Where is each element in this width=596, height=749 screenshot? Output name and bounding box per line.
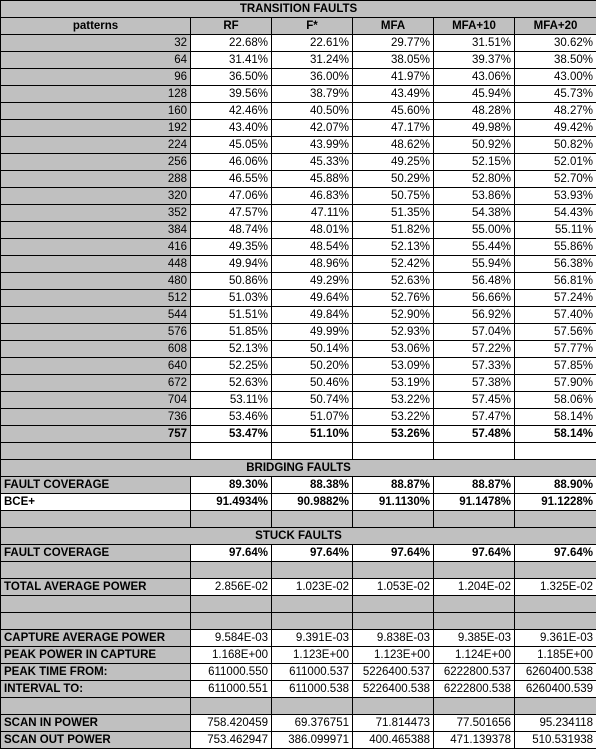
- value-cell: 22.68%: [191, 35, 272, 52]
- value-cell: 51.51%: [191, 307, 272, 324]
- pattern-count: 480: [1, 273, 191, 290]
- row-label: CAPTURE AVERAGE POWER: [1, 630, 191, 647]
- value-cell: 54.43%: [515, 205, 596, 222]
- empty-cell: [1, 511, 191, 528]
- value-cell: 45.94%: [434, 86, 515, 103]
- value-cell: 510.531938: [515, 732, 596, 749]
- column-header: F*: [272, 18, 353, 35]
- value-cell: 51.07%: [272, 409, 353, 426]
- table-row: [1, 35, 596, 52]
- table-row: [1, 579, 596, 596]
- pattern-count: 416: [1, 239, 191, 256]
- value-cell: 57.33%: [434, 358, 515, 375]
- value-cell: 49.94%: [191, 256, 272, 273]
- value-cell: 49.42%: [515, 120, 596, 137]
- value-cell: 43.00%: [515, 69, 596, 86]
- value-cell: 9.584E-03: [191, 630, 272, 647]
- value-cell: 52.80%: [434, 171, 515, 188]
- value-cell: 52.13%: [353, 239, 434, 256]
- value-cell: 51.85%: [191, 324, 272, 341]
- value-cell: 53.26%: [353, 426, 434, 443]
- value-cell: 57.47%: [434, 409, 515, 426]
- value-cell: 48.96%: [272, 256, 353, 273]
- value-cell: 46.83%: [272, 188, 353, 205]
- value-cell: 50.29%: [353, 171, 434, 188]
- section-header-row: [1, 1, 596, 18]
- value-cell: 45.73%: [515, 86, 596, 103]
- value-cell: 36.50%: [191, 69, 272, 86]
- empty-cell: [191, 511, 272, 528]
- row-label: FAULT COVERAGE: [1, 477, 191, 494]
- table-row: [1, 154, 596, 171]
- spacer-row: [1, 443, 596, 460]
- empty-cell: [1, 596, 191, 613]
- value-cell: 58.14%: [515, 409, 596, 426]
- empty-cell: [353, 443, 434, 460]
- table-row: [1, 426, 596, 443]
- table-row: [1, 681, 596, 698]
- pattern-count: 640: [1, 358, 191, 375]
- table-row: [1, 664, 596, 681]
- value-cell: 57.48%: [434, 426, 515, 443]
- pattern-count: 544: [1, 307, 191, 324]
- table-row: [1, 171, 596, 188]
- transition-faults-title: TRANSITION FAULTS: [1, 1, 596, 18]
- value-cell: 53.47%: [191, 426, 272, 443]
- table-row: [1, 477, 596, 494]
- value-cell: 471.139378: [434, 732, 515, 749]
- value-cell: 758.420459: [191, 715, 272, 732]
- table-row: [1, 494, 596, 511]
- table-row: [1, 120, 596, 137]
- table-row: [1, 307, 596, 324]
- table-row: [1, 52, 596, 69]
- value-cell: 88.90%: [515, 477, 596, 494]
- pattern-count: 448: [1, 256, 191, 273]
- value-cell: 43.06%: [434, 69, 515, 86]
- value-cell: 51.03%: [191, 290, 272, 307]
- value-cell: 38.05%: [353, 52, 434, 69]
- value-cell: 52.70%: [515, 171, 596, 188]
- pattern-count: 224: [1, 137, 191, 154]
- value-cell: 386.099971: [272, 732, 353, 749]
- table-row: [1, 358, 596, 375]
- empty-cell: [353, 698, 434, 715]
- table-row: [1, 715, 596, 732]
- value-cell: 36.00%: [272, 69, 353, 86]
- value-cell: 48.28%: [434, 103, 515, 120]
- row-label: SCAN IN POWER: [1, 715, 191, 732]
- table-row: [1, 647, 596, 664]
- value-cell: 49.25%: [353, 154, 434, 171]
- value-cell: 97.64%: [272, 545, 353, 562]
- bridging-faults-title: BRIDGING FAULTS: [1, 460, 596, 477]
- value-cell: 52.63%: [353, 273, 434, 290]
- value-cell: 39.37%: [434, 52, 515, 69]
- value-cell: 52.93%: [353, 324, 434, 341]
- value-cell: 53.06%: [353, 341, 434, 358]
- value-cell: 1.023E-02: [272, 579, 353, 596]
- value-cell: 42.46%: [191, 103, 272, 120]
- value-cell: 52.15%: [434, 154, 515, 171]
- row-label: PEAK TIME FROM:: [1, 664, 191, 681]
- pattern-count: 256: [1, 154, 191, 171]
- value-cell: 1.168E+00: [191, 647, 272, 664]
- value-cell: 71.814473: [353, 715, 434, 732]
- value-cell: 1.123E+00: [353, 647, 434, 664]
- empty-cell: [191, 613, 272, 630]
- value-cell: 2.856E-02: [191, 579, 272, 596]
- value-cell: 50.86%: [191, 273, 272, 290]
- pattern-count: 736: [1, 409, 191, 426]
- empty-cell: [353, 511, 434, 528]
- column-header: MFA: [353, 18, 434, 35]
- spacer-row: [1, 562, 596, 579]
- spacer-row: [1, 596, 596, 613]
- table-row: [1, 222, 596, 239]
- value-cell: 45.05%: [191, 137, 272, 154]
- value-cell: 57.04%: [434, 324, 515, 341]
- table-row: [1, 545, 596, 562]
- empty-cell: [353, 562, 434, 579]
- pattern-count: 576: [1, 324, 191, 341]
- table-row: [1, 732, 596, 749]
- value-cell: 53.22%: [353, 392, 434, 409]
- value-cell: 56.66%: [434, 290, 515, 307]
- column-header: MFA+20: [515, 18, 596, 35]
- empty-cell: [515, 562, 596, 579]
- value-cell: 30.62%: [515, 35, 596, 52]
- value-cell: 97.64%: [434, 545, 515, 562]
- value-cell: 57.22%: [434, 341, 515, 358]
- value-cell: 51.10%: [272, 426, 353, 443]
- value-cell: 50.82%: [515, 137, 596, 154]
- pattern-count: 352: [1, 205, 191, 222]
- row-label: BCE+: [1, 494, 191, 511]
- pattern-count: 160: [1, 103, 191, 120]
- value-cell: 9.838E-03: [353, 630, 434, 647]
- value-cell: 31.24%: [272, 52, 353, 69]
- table-row: [1, 86, 596, 103]
- value-cell: 56.92%: [434, 307, 515, 324]
- value-cell: 45.60%: [353, 103, 434, 120]
- row-label: INTERVAL TO:: [1, 681, 191, 698]
- value-cell: 48.74%: [191, 222, 272, 239]
- value-cell: 9.385E-03: [434, 630, 515, 647]
- value-cell: 52.25%: [191, 358, 272, 375]
- value-cell: 95.234118: [515, 715, 596, 732]
- table-row: [1, 273, 596, 290]
- empty-cell: [1, 698, 191, 715]
- value-cell: 53.46%: [191, 409, 272, 426]
- value-cell: 39.56%: [191, 86, 272, 103]
- empty-cell: [1, 443, 191, 460]
- empty-cell: [272, 511, 353, 528]
- empty-cell: [515, 443, 596, 460]
- table-row: [1, 103, 596, 120]
- value-cell: 51.35%: [353, 205, 434, 222]
- value-cell: 50.46%: [272, 375, 353, 392]
- empty-cell: [434, 562, 515, 579]
- value-cell: 6260400.539: [515, 681, 596, 698]
- empty-cell: [191, 698, 272, 715]
- value-cell: 57.56%: [515, 324, 596, 341]
- table-row: [1, 392, 596, 409]
- table-row: [1, 256, 596, 273]
- value-cell: 55.94%: [434, 256, 515, 273]
- value-cell: 1.053E-02: [353, 579, 434, 596]
- value-cell: 753.462947: [191, 732, 272, 749]
- value-cell: 49.99%: [272, 324, 353, 341]
- table-row: [1, 69, 596, 86]
- pattern-count: 32: [1, 35, 191, 52]
- patterns-header: patterns: [1, 18, 191, 35]
- empty-cell: [191, 562, 272, 579]
- empty-cell: [272, 562, 353, 579]
- table-row: [1, 205, 596, 222]
- value-cell: 50.20%: [272, 358, 353, 375]
- column-header: RF: [191, 18, 272, 35]
- value-cell: 55.11%: [515, 222, 596, 239]
- value-cell: 77.501656: [434, 715, 515, 732]
- value-cell: 53.86%: [434, 188, 515, 205]
- empty-cell: [272, 613, 353, 630]
- empty-cell: [434, 698, 515, 715]
- value-cell: 55.00%: [434, 222, 515, 239]
- stuck-faults-title: STUCK FAULTS: [1, 528, 596, 545]
- empty-cell: [515, 698, 596, 715]
- pattern-count: 320: [1, 188, 191, 205]
- value-cell: 52.63%: [191, 375, 272, 392]
- value-cell: 47.11%: [272, 205, 353, 222]
- value-cell: 57.85%: [515, 358, 596, 375]
- table-row: [1, 375, 596, 392]
- value-cell: 53.19%: [353, 375, 434, 392]
- value-cell: 57.77%: [515, 341, 596, 358]
- pattern-count: 384: [1, 222, 191, 239]
- value-cell: 49.29%: [272, 273, 353, 290]
- value-cell: 6260400.538: [515, 664, 596, 681]
- value-cell: 57.40%: [515, 307, 596, 324]
- table-row: [1, 137, 596, 154]
- column-header: MFA+10: [434, 18, 515, 35]
- empty-cell: [272, 443, 353, 460]
- value-cell: 5226400.537: [353, 664, 434, 681]
- value-cell: 56.38%: [515, 256, 596, 273]
- value-cell: 49.84%: [272, 307, 353, 324]
- empty-cell: [515, 613, 596, 630]
- value-cell: 22.61%: [272, 35, 353, 52]
- pattern-count: 672: [1, 375, 191, 392]
- section-header-row: [1, 528, 596, 545]
- value-cell: 1.124E+00: [434, 647, 515, 664]
- value-cell: 48.27%: [515, 103, 596, 120]
- value-cell: 1.204E-02: [434, 579, 515, 596]
- value-cell: 52.76%: [353, 290, 434, 307]
- empty-cell: [1, 613, 191, 630]
- pattern-count: 96: [1, 69, 191, 86]
- value-cell: 56.81%: [515, 273, 596, 290]
- empty-cell: [272, 596, 353, 613]
- value-cell: 38.50%: [515, 52, 596, 69]
- value-cell: 57.45%: [434, 392, 515, 409]
- row-label: TOTAL AVERAGE POWER: [1, 579, 191, 596]
- value-cell: 50.14%: [272, 341, 353, 358]
- value-cell: 400.465388: [353, 732, 434, 749]
- value-cell: 57.24%: [515, 290, 596, 307]
- pattern-count: 704: [1, 392, 191, 409]
- table-row: [1, 630, 596, 647]
- empty-cell: [515, 596, 596, 613]
- table-row: [1, 409, 596, 426]
- value-cell: 57.38%: [434, 375, 515, 392]
- value-cell: 43.40%: [191, 120, 272, 137]
- table-row: [1, 188, 596, 205]
- row-label: PEAK POWER IN CAPTURE: [1, 647, 191, 664]
- value-cell: 9.361E-03: [515, 630, 596, 647]
- value-cell: 88.87%: [434, 477, 515, 494]
- empty-cell: [1, 562, 191, 579]
- value-cell: 50.75%: [353, 188, 434, 205]
- empty-cell: [272, 698, 353, 715]
- value-cell: 40.50%: [272, 103, 353, 120]
- row-label: FAULT COVERAGE: [1, 545, 191, 562]
- value-cell: 91.1130%: [353, 494, 434, 511]
- value-cell: 91.1478%: [434, 494, 515, 511]
- value-cell: 43.49%: [353, 86, 434, 103]
- empty-cell: [434, 511, 515, 528]
- empty-cell: [515, 511, 596, 528]
- empty-cell: [353, 596, 434, 613]
- value-cell: 52.42%: [353, 256, 434, 273]
- value-cell: 91.4934%: [191, 494, 272, 511]
- value-cell: 53.11%: [191, 392, 272, 409]
- value-cell: 48.62%: [353, 137, 434, 154]
- value-cell: 31.41%: [191, 52, 272, 69]
- value-cell: 51.82%: [353, 222, 434, 239]
- value-cell: 88.87%: [353, 477, 434, 494]
- value-cell: 48.54%: [272, 239, 353, 256]
- value-cell: 90.9882%: [272, 494, 353, 511]
- pattern-count: 64: [1, 52, 191, 69]
- pattern-count: 608: [1, 341, 191, 358]
- value-cell: 52.01%: [515, 154, 596, 171]
- row-label: SCAN OUT POWER: [1, 732, 191, 749]
- empty-cell: [434, 613, 515, 630]
- value-cell: 55.44%: [434, 239, 515, 256]
- value-cell: 42.07%: [272, 120, 353, 137]
- value-cell: 58.14%: [515, 426, 596, 443]
- value-cell: 53.93%: [515, 188, 596, 205]
- value-cell: 611000.550: [191, 664, 272, 681]
- value-cell: 52.90%: [353, 307, 434, 324]
- value-cell: 56.48%: [434, 273, 515, 290]
- pattern-count: 128: [1, 86, 191, 103]
- spacer-row: [1, 511, 596, 528]
- value-cell: 54.38%: [434, 205, 515, 222]
- empty-cell: [434, 596, 515, 613]
- value-cell: 49.35%: [191, 239, 272, 256]
- value-cell: 5226400.538: [353, 681, 434, 698]
- value-cell: 53.09%: [353, 358, 434, 375]
- spacer-row: [1, 698, 596, 715]
- value-cell: 91.1228%: [515, 494, 596, 511]
- value-cell: 57.90%: [515, 375, 596, 392]
- pattern-count: 757: [1, 426, 191, 443]
- value-cell: 6222800.538: [434, 681, 515, 698]
- value-cell: 52.13%: [191, 341, 272, 358]
- value-cell: 58.06%: [515, 392, 596, 409]
- value-cell: 29.77%: [353, 35, 434, 52]
- table-row: [1, 239, 596, 256]
- value-cell: 9.391E-03: [272, 630, 353, 647]
- value-cell: 49.98%: [434, 120, 515, 137]
- pattern-count: 512: [1, 290, 191, 307]
- value-cell: 43.99%: [272, 137, 353, 154]
- value-cell: 47.57%: [191, 205, 272, 222]
- pattern-count: 288: [1, 171, 191, 188]
- value-cell: 97.64%: [191, 545, 272, 562]
- value-cell: 53.22%: [353, 409, 434, 426]
- empty-cell: [191, 596, 272, 613]
- value-cell: 45.88%: [272, 171, 353, 188]
- value-cell: 97.64%: [515, 545, 596, 562]
- empty-cell: [191, 443, 272, 460]
- value-cell: 611000.537: [272, 664, 353, 681]
- column-header-row: [1, 18, 596, 35]
- value-cell: 69.376751: [272, 715, 353, 732]
- value-cell: 46.55%: [191, 171, 272, 188]
- value-cell: 97.64%: [353, 545, 434, 562]
- empty-cell: [434, 443, 515, 460]
- value-cell: 50.74%: [272, 392, 353, 409]
- value-cell: 49.64%: [272, 290, 353, 307]
- table-row: [1, 324, 596, 341]
- value-cell: 46.06%: [191, 154, 272, 171]
- table-row: [1, 290, 596, 307]
- table-row: [1, 341, 596, 358]
- value-cell: 48.01%: [272, 222, 353, 239]
- value-cell: 1.325E-02: [515, 579, 596, 596]
- value-cell: 6222800.537: [434, 664, 515, 681]
- value-cell: 47.17%: [353, 120, 434, 137]
- empty-cell: [353, 613, 434, 630]
- value-cell: 1.185E+00: [515, 647, 596, 664]
- value-cell: 41.97%: [353, 69, 434, 86]
- value-cell: 38.79%: [272, 86, 353, 103]
- value-cell: 55.86%: [515, 239, 596, 256]
- section-header-row: [1, 460, 596, 477]
- value-cell: 47.06%: [191, 188, 272, 205]
- spacer-row: [1, 613, 596, 630]
- value-cell: 611000.538: [272, 681, 353, 698]
- value-cell: 611000.551: [191, 681, 272, 698]
- value-cell: 1.123E+00: [272, 647, 353, 664]
- value-cell: 50.92%: [434, 137, 515, 154]
- value-cell: 89.30%: [191, 477, 272, 494]
- value-cell: 31.51%: [434, 35, 515, 52]
- value-cell: 45.33%: [272, 154, 353, 171]
- value-cell: 88.38%: [272, 477, 353, 494]
- pattern-count: 192: [1, 120, 191, 137]
